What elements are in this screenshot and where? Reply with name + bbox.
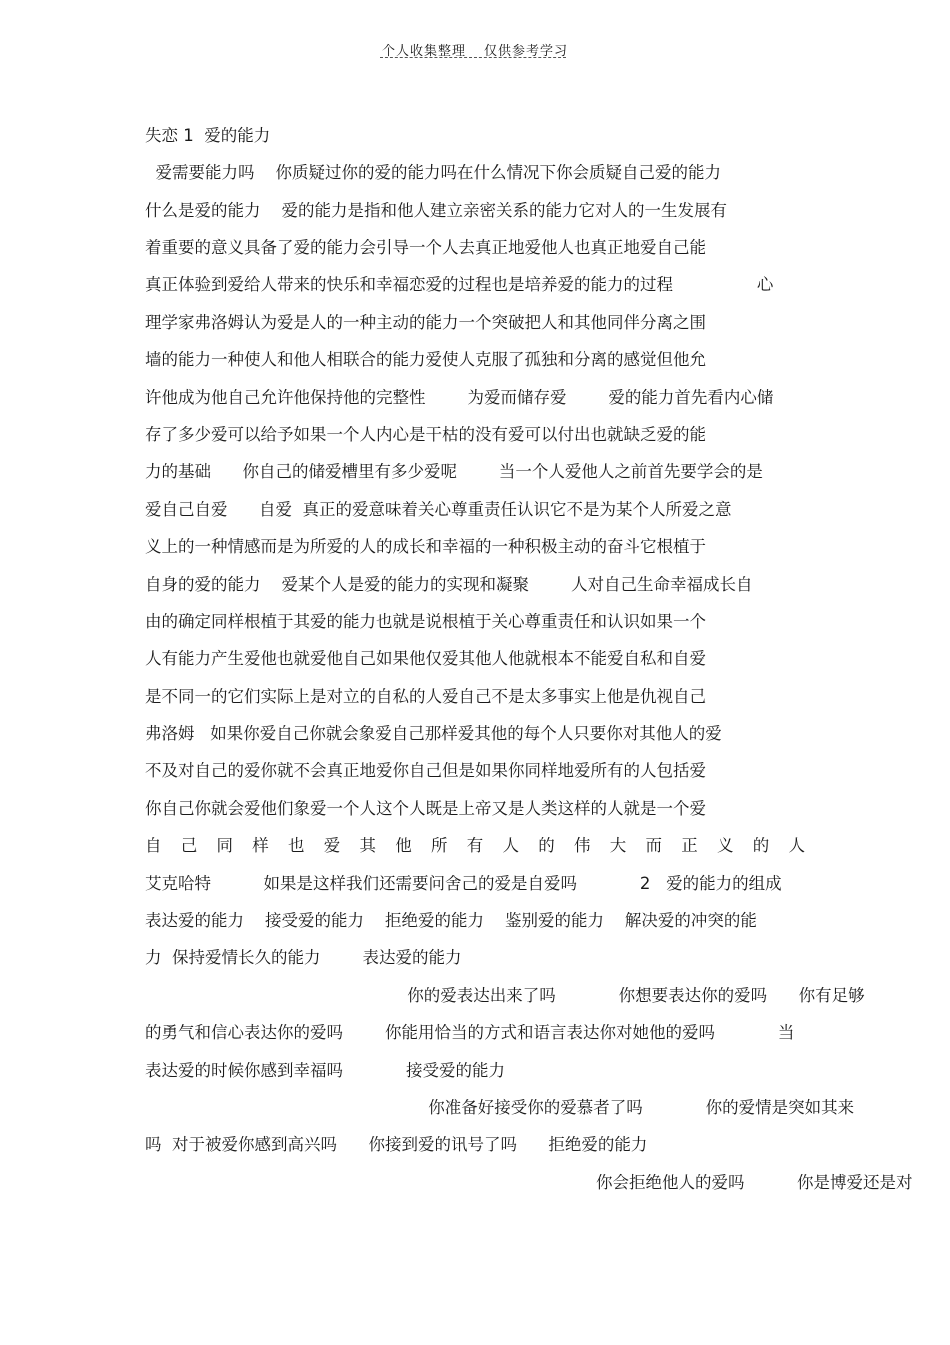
body-line: 力的基础 你自己的储爱槽里有多少爱呢 当一个人爱他人之前首先要学会的是 [145, 462, 763, 481]
justified-char: 人 [502, 836, 519, 855]
justified-char: 自 [145, 836, 162, 855]
page-header [380, 38, 570, 62]
justified-char: 的 [752, 836, 770, 855]
body-line: 力 保持爱情长久的能力 表达爱的能力 [145, 948, 462, 967]
body-line: 自身的爱的能力 爱某个人是爱的能力的实现和凝聚 人对自己生命幸福成长自 [145, 575, 753, 594]
justified-char: 也 [288, 836, 305, 855]
justified-char: 而 [645, 836, 662, 855]
justified-char: 大 [609, 836, 627, 855]
header-left-text: 个人收集整理 [382, 44, 467, 59]
body-line: 你准备好接受你的爱慕者了吗 你的爱情是突如其来 [145, 1098, 855, 1117]
justified-char: 伟 [574, 836, 591, 855]
body-line: 人有能力产生爱他也就爱他自己如果他仅爱其他人他就根本不能爱自私和自爱 [145, 649, 706, 668]
justified-char: 的 [538, 836, 555, 855]
body-line: 爱需要能力吗 你质疑过你的爱的能力吗在什么情况下你会质疑自己爱的能力 [145, 163, 721, 182]
justified-char: 爱 [323, 836, 341, 855]
body-line: 艾克哈特 如果是这样我们还需要问舍己的爱是自爱吗 2 爱的能力的组成 [145, 874, 782, 893]
document-title: 失恋 1 爱的能力 [145, 126, 271, 145]
header-right-text: 仅供参考学习 [484, 44, 569, 59]
justified-char: 同 [216, 836, 233, 855]
justified-char: 其 [359, 836, 376, 855]
body-line: 的勇气和信心表达你的爱吗 你能用恰当的方式和语言表达你对她他的爱吗 当 [145, 1023, 795, 1042]
justified-char: 有 [466, 836, 484, 855]
justified-char: 他 [395, 836, 412, 855]
body-line: 着重要的意义具备了爱的能力会引导一个人去真正地爱他人也真正地爱自己能 [145, 238, 706, 257]
body-line: 你会拒绝他人的爱吗 你是博爱还是对 [145, 1173, 913, 1192]
body-line: 由的确定同样根植于其爱的能力也就是说根植于关心尊重责任和认识如果一个 [145, 612, 706, 631]
body-line: 许他成为他自己允许他保持他的完整性 为爱而储存爱 爱的能力首先看内心储 [145, 388, 774, 407]
header-dashed-rule [380, 57, 566, 58]
body-line: 你自己你就会爱他们象爱一个人这个人既是上帝又是人类这样的人就是一个爱 [145, 799, 706, 818]
justified-body-line [145, 835, 805, 857]
justified-char: 义 [717, 836, 734, 855]
body-line: 表达爱的能力 接受爱的能力 拒绝爱的能力 鉴别爱的能力 解决爱的冲突的能 [145, 911, 757, 930]
justified-char: 正 [681, 836, 698, 855]
justified-char: 样 [252, 836, 269, 855]
body-line: 你的爱表达出来了吗 你想要表达你的爱吗 你有足够 [145, 986, 865, 1005]
body-line: 存了多少爱可以给予如果一个人内心是干枯的没有爱可以付出也就缺乏爱的能 [145, 425, 706, 444]
body-line: 真正体验到爱给人带来的快乐和幸福恋爱的过程也是培养爱的能力的过程 心 [145, 275, 774, 294]
body-line: 是不同一的它们实际上是对立的自私的人爱自己不是太多事实上他是仇视自己 [145, 687, 706, 706]
body-line: 墙的能力一种使人和他人相联合的能力爱使人克服了孤独和分离的感觉但他允 [145, 350, 706, 369]
body-line: 表达爱的时候你感到幸福吗 接受爱的能力 [145, 1061, 505, 1080]
body-line: 弗洛姆 如果你爱自己你就会象爱自己那样爱其他的每个人只要你对其他人的爱 [145, 724, 722, 743]
body-line: 吗 对于被爱你感到高兴吗 你接到爱的讯号了吗 拒绝爱的能力 [145, 1135, 648, 1154]
justified-char: 人 [788, 836, 805, 855]
body-line: 义上的一种情感而是为所爱的人的成长和幸福的一种积极主动的奋斗它根植于 [145, 537, 706, 556]
justified-char: 己 [180, 836, 198, 855]
body-line: 不及对自己的爱你就不会真正地爱你自己但是如果你同样地爱所有的人包括爱 [145, 761, 706, 780]
body-line: 什么是爱的能力 爱的能力是指和他人建立亲密关系的能力它对人的一生发展有 [145, 201, 727, 220]
body-line: 爱自己自爱 自爱 真正的爱意味着关心尊重责任认识它不是为某个人所爱之意 [145, 500, 732, 519]
justified-char: 所 [431, 836, 448, 855]
body-line: 理学家弗洛姆认为爱是人的一种主动的能力一个突破把人和其他同伴分离之围 [145, 313, 706, 332]
